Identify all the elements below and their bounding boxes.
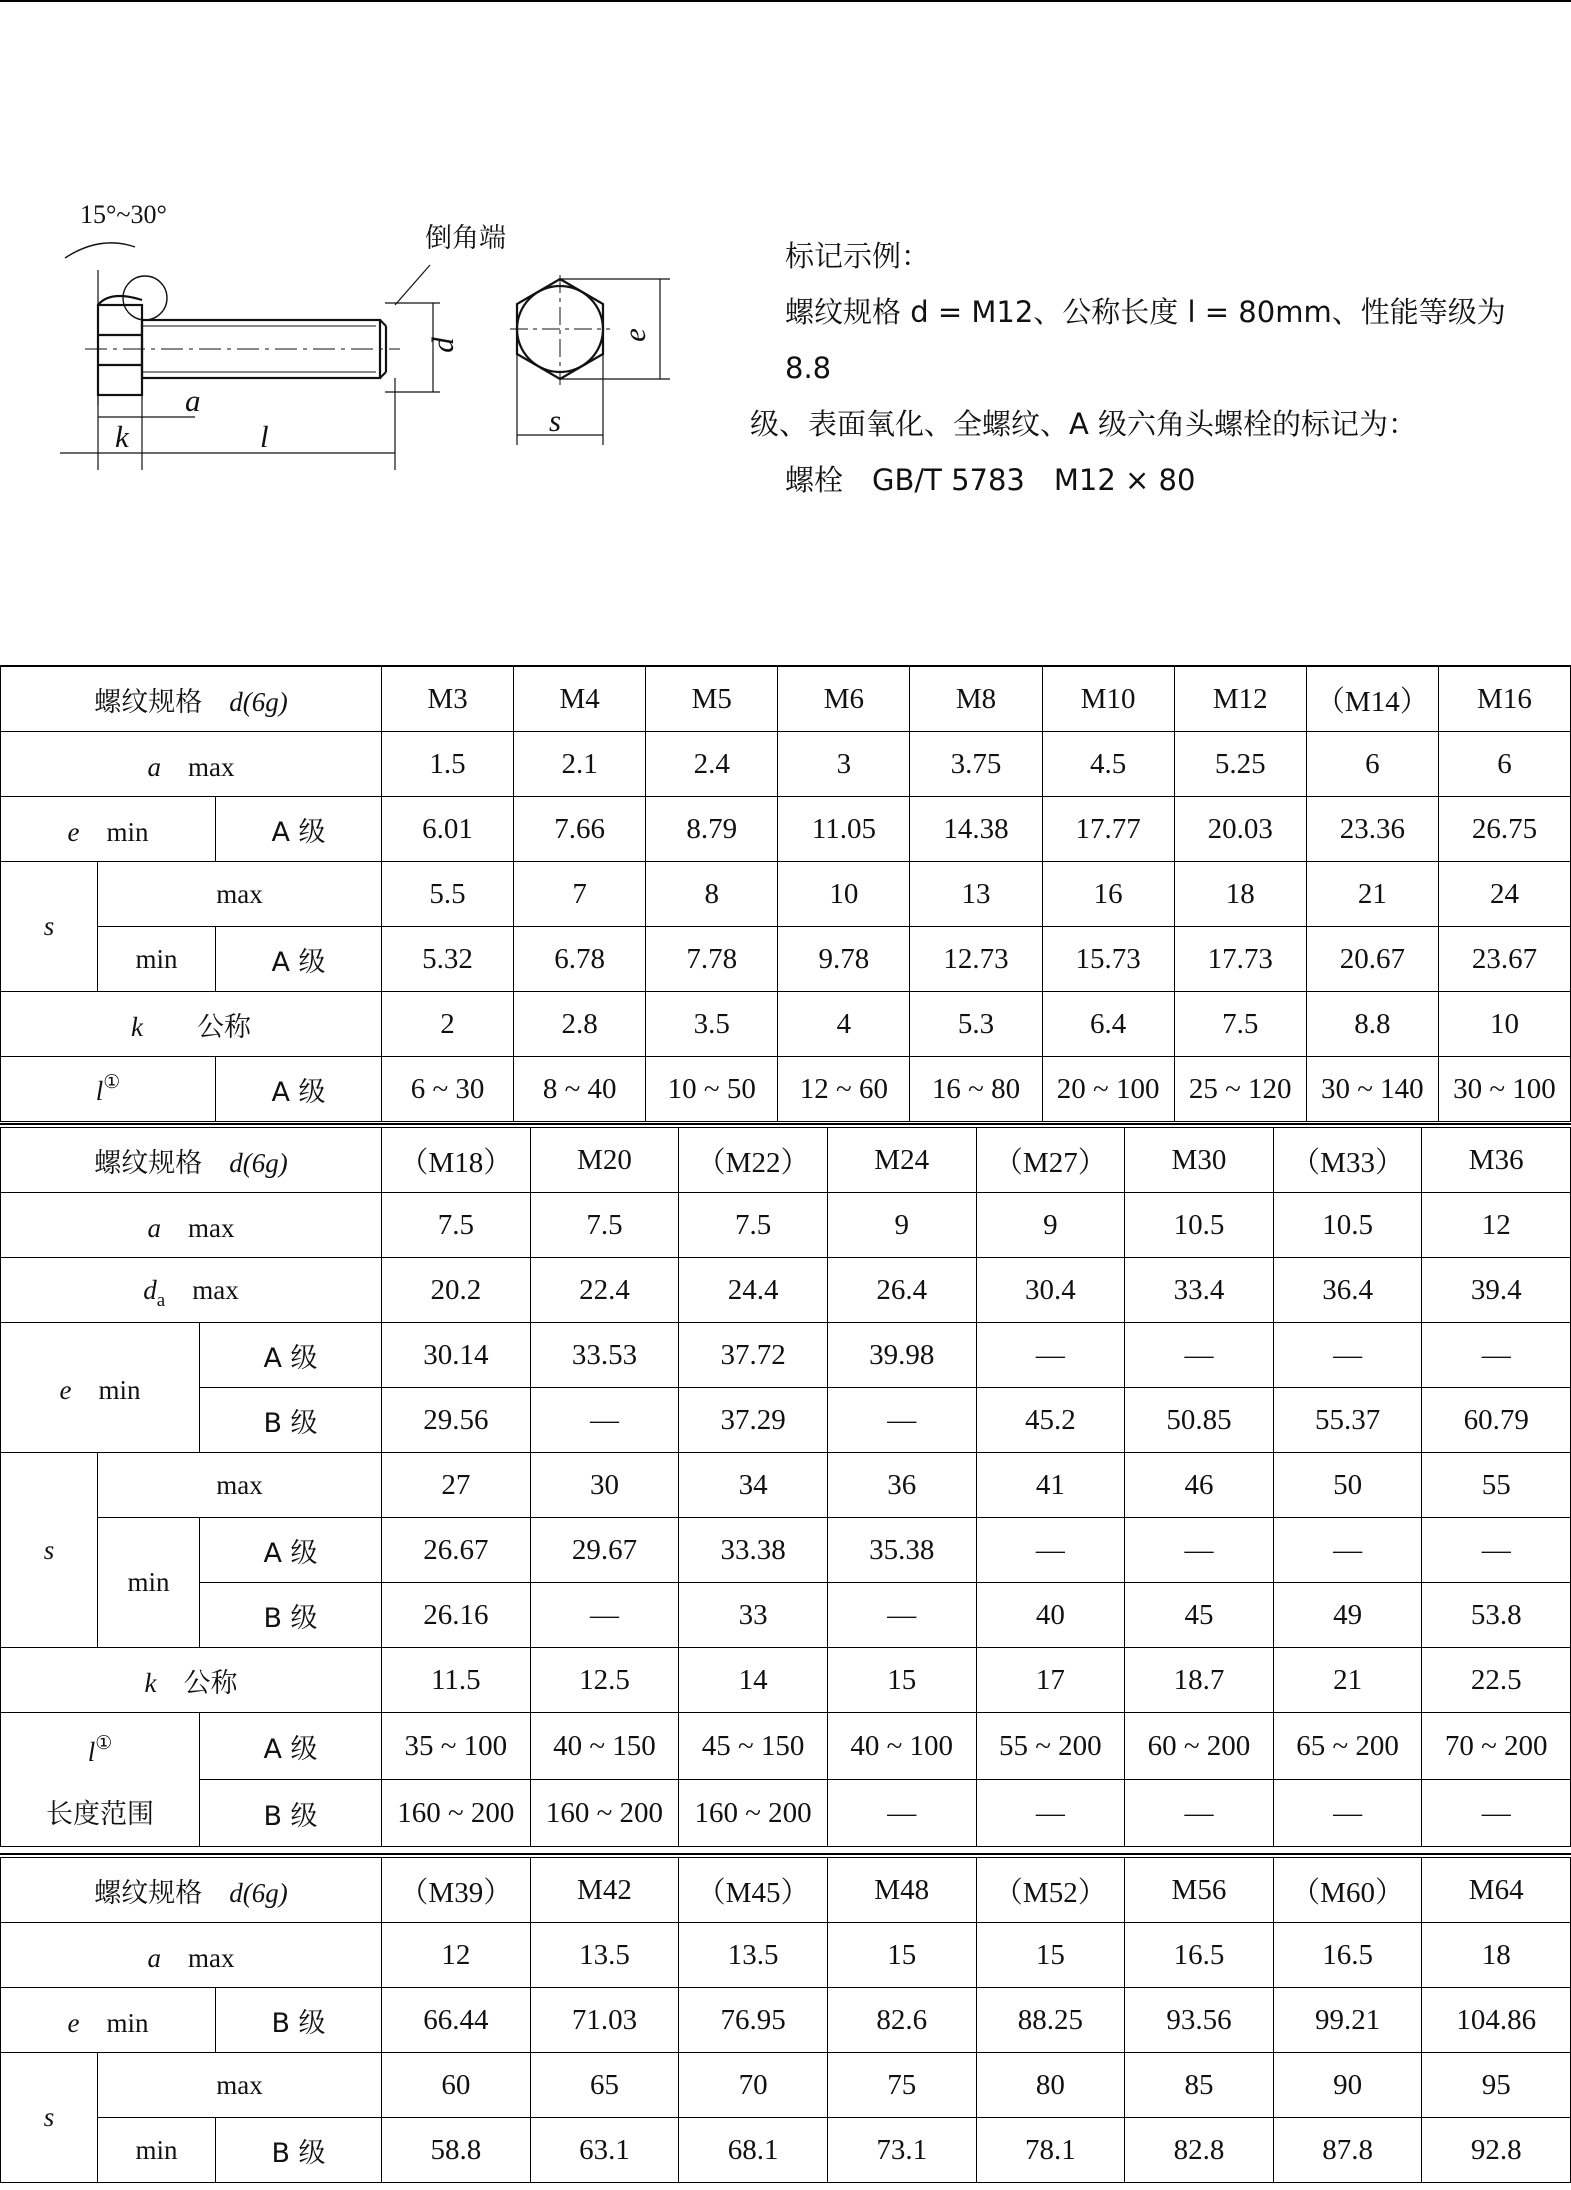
t2-a-max: 10.5 <box>1125 1193 1274 1258</box>
t3-a-max: 13.5 <box>679 1923 828 1988</box>
t2-l-a: 60 ~ 200 <box>1125 1713 1274 1780</box>
t2-size: （M33） <box>1273 1128 1422 1193</box>
t1-e-min: 26.75 <box>1438 797 1570 862</box>
t3-e-min: 104.86 <box>1422 1988 1571 2053</box>
t1-k: 5.3 <box>910 992 1042 1057</box>
t3-e-min: 88.25 <box>976 1988 1125 2053</box>
t1-s-max: 16 <box>1042 862 1174 927</box>
t2-e-min-b: 29.56 <box>382 1388 531 1453</box>
t3-e-min: 66.44 <box>382 1988 531 2053</box>
t2-size: M24 <box>827 1128 976 1193</box>
t2-l-b: — <box>976 1780 1125 1847</box>
t2-e-min-a: 30.14 <box>382 1323 531 1388</box>
t1-l: 16 ~ 80 <box>910 1057 1042 1122</box>
t2-s-min-b: 45 <box>1125 1583 1274 1648</box>
t1-k: 2 <box>382 992 514 1057</box>
t1-a-max: 2.4 <box>646 732 778 797</box>
t3-a-max: 15 <box>976 1923 1125 1988</box>
grade-a-label: A 级 <box>216 927 382 992</box>
t1-e-min: 8.79 <box>646 797 778 862</box>
t2-s-min-a: 29.67 <box>530 1518 679 1583</box>
t1-l: 6 ~ 30 <box>382 1057 514 1122</box>
table-row <box>1 1518 1571 1583</box>
a-max-label: a max <box>1 1923 382 1988</box>
t2-s-min-b: 33 <box>679 1583 828 1648</box>
t2-e-min-a: — <box>1422 1323 1571 1388</box>
marking-line-2: 级、表面氧化、全螺纹、A 级六角头螺栓的标记为： <box>750 407 1418 441</box>
t3-size: M64 <box>1422 1858 1571 1923</box>
t1-s-max: 24 <box>1438 862 1570 927</box>
t2-da-max: 33.4 <box>1125 1258 1274 1323</box>
t1-size: M16 <box>1438 666 1570 732</box>
table-row <box>1 2053 1571 2118</box>
t1-k: 7.5 <box>1174 992 1306 1057</box>
table-separator <box>0 1123 1571 1125</box>
t2-size: M36 <box>1422 1128 1571 1193</box>
spec-table-2 <box>0 1127 1571 1847</box>
grade-a-label: A 级 <box>200 1518 382 1583</box>
t3-s-max: 95 <box>1422 2053 1571 2118</box>
t2-s-min-b: 53.8 <box>1422 1583 1571 1648</box>
table-row <box>1 1128 1571 1193</box>
grade-b-label: B 级 <box>216 2118 382 2183</box>
t1-k: 2.8 <box>514 992 646 1057</box>
l-length-range-label: l① 长度范围 <box>1 1713 200 1847</box>
t1-l: 12 ~ 60 <box>778 1057 910 1122</box>
t3-e-min: 82.6 <box>827 1988 976 2053</box>
t2-e-min-b: 55.37 <box>1273 1388 1422 1453</box>
t3-a-max: 13.5 <box>530 1923 679 1988</box>
table-row <box>1 1858 1571 1923</box>
t1-s-max: 13 <box>910 862 1042 927</box>
table-row <box>1 797 1571 862</box>
table-row <box>1 1258 1571 1323</box>
t2-l-b: — <box>1422 1780 1571 1847</box>
t2-e-min-b: 60.79 <box>1422 1388 1571 1453</box>
t1-s-min: 15.73 <box>1042 927 1174 992</box>
k-nominal-label: k 公称 <box>1 992 382 1057</box>
t2-s-min-a: — <box>1273 1518 1422 1583</box>
t3-a-max: 16.5 <box>1125 1923 1274 1988</box>
t3-s-max: 65 <box>530 2053 679 2118</box>
t2-e-min-a: 33.53 <box>530 1323 679 1388</box>
marking-line-1: 螺纹规格 d = M12、公称长度 l = 80mm、性能等级为 8.8 <box>785 295 1506 385</box>
grade-a-label: A 级 <box>216 797 382 862</box>
e-min-label: e min <box>1 1323 200 1453</box>
a-max-label: a max <box>1 1193 382 1258</box>
table-row <box>1 1648 1571 1713</box>
t3-s-max: 85 <box>1125 2053 1274 2118</box>
da-max-label: $d_a$ max <box>1 1258 382 1323</box>
t1-s-max: 10 <box>778 862 910 927</box>
min-label: min <box>98 2118 216 2183</box>
t3-e-min: 71.03 <box>530 1988 679 2053</box>
t2-a-max: 9 <box>827 1193 976 1258</box>
t3-size: M56 <box>1125 1858 1274 1923</box>
t2-da-max: 26.4 <box>827 1258 976 1323</box>
table-row <box>1 1713 1571 1780</box>
table-row <box>1 2118 1571 2183</box>
t3-a-max: 18 <box>1422 1923 1571 1988</box>
t2-k: 21 <box>1273 1648 1422 1713</box>
t1-l: 8 ~ 40 <box>514 1057 646 1122</box>
grade-b-label: B 级 <box>200 1388 382 1453</box>
t1-e-min: 17.77 <box>1042 797 1174 862</box>
t2-l-b: — <box>1125 1780 1274 1847</box>
t2-da-max: 24.4 <box>679 1258 828 1323</box>
grade-a-label: A 级 <box>200 1323 382 1388</box>
t1-a-max: 3 <box>778 732 910 797</box>
t1-s-min: 7.78 <box>646 927 778 992</box>
t2-l-b: — <box>827 1780 976 1847</box>
t1-a-max: 3.75 <box>910 732 1042 797</box>
t3-size: （M45） <box>679 1858 828 1923</box>
t2-l-b: 160 ~ 200 <box>679 1780 828 1847</box>
grade-b-label: B 级 <box>200 1780 382 1847</box>
t1-size: M5 <box>646 666 778 732</box>
t3-s-min: 82.8 <box>1125 2118 1274 2183</box>
grade-b-label: B 级 <box>216 1988 382 2053</box>
t1-k: 8.8 <box>1306 992 1438 1057</box>
t3-a-max: 15 <box>827 1923 976 1988</box>
t1-e-min: 11.05 <box>778 797 910 862</box>
t2-s-min-a: 26.67 <box>382 1518 531 1583</box>
t3-e-min: 76.95 <box>679 1988 828 2053</box>
t1-a-max: 2.1 <box>514 732 646 797</box>
t1-s-min: 9.78 <box>778 927 910 992</box>
t1-s-min: 12.73 <box>910 927 1042 992</box>
t2-e-min-b: — <box>827 1388 976 1453</box>
dim-a-label: a <box>185 383 201 418</box>
table-row <box>1 1453 1571 1518</box>
t1-l: 30 ~ 100 <box>1438 1057 1570 1122</box>
t1-size: M8 <box>910 666 1042 732</box>
t2-size: （M18） <box>382 1128 531 1193</box>
t1-e-min: 14.38 <box>910 797 1042 862</box>
t2-l-b: — <box>1273 1780 1422 1847</box>
t1-s-max: 8 <box>646 862 778 927</box>
e-min-label: e min <box>1 797 216 862</box>
t1-e-min: 23.36 <box>1306 797 1438 862</box>
thread-spec-label: 螺纹规格 d(6g) <box>1 1858 382 1923</box>
table-row <box>1 992 1571 1057</box>
table-row <box>1 1323 1571 1388</box>
t2-e-min-b: 50.85 <box>1125 1388 1274 1453</box>
t1-size: M3 <box>382 666 514 732</box>
t2-k: 22.5 <box>1422 1648 1571 1713</box>
t2-l-a: 35 ~ 100 <box>382 1713 531 1780</box>
t2-s-min-a: 35.38 <box>827 1518 976 1583</box>
t1-s-min: 20.67 <box>1306 927 1438 992</box>
dim-s-label: s <box>548 403 562 438</box>
t3-s-max: 90 <box>1273 2053 1422 2118</box>
t1-a-max: 5.25 <box>1174 732 1306 797</box>
s-label: s <box>1 1453 98 1648</box>
t2-s-max: 55 <box>1422 1453 1571 1518</box>
t3-s-min: 92.8 <box>1422 2118 1571 2183</box>
t1-k: 6.4 <box>1042 992 1174 1057</box>
marking-line-3: 螺栓 GB/T 5783 M12 × 80 <box>785 463 1196 497</box>
dim-d-label: d <box>425 337 460 353</box>
t3-size: （M39） <box>382 1858 531 1923</box>
k-nominal-label: k 公称 <box>1 1648 382 1713</box>
t2-l-a: 70 ~ 200 <box>1422 1713 1571 1780</box>
table-row <box>1 1193 1571 1258</box>
t2-s-min-a: — <box>1125 1518 1274 1583</box>
t1-a-max: 6 <box>1306 732 1438 797</box>
table-row <box>1 862 1571 927</box>
t1-s-min: 17.73 <box>1174 927 1306 992</box>
t2-da-max: 22.4 <box>530 1258 679 1323</box>
a-max-label: a max <box>1 732 382 797</box>
t3-a-max: 16.5 <box>1273 1923 1422 1988</box>
max-label: max <box>98 2053 382 2118</box>
t1-s-min: 23.67 <box>1438 927 1570 992</box>
l-label: l① <box>1 1057 216 1122</box>
max-label: max <box>98 1453 382 1518</box>
t2-s-min-b: 49 <box>1273 1583 1422 1648</box>
dim-e-label: e <box>617 328 652 342</box>
t2-k: 15 <box>827 1648 976 1713</box>
t1-l: 25 ~ 120 <box>1174 1057 1306 1122</box>
marking-heading: 标记示例： <box>785 239 931 273</box>
table-row <box>1 927 1571 992</box>
t1-size: M4 <box>514 666 646 732</box>
t2-e-min-b: — <box>530 1388 679 1453</box>
t2-s-max: 34 <box>679 1453 828 1518</box>
t1-k: 3.5 <box>646 992 778 1057</box>
table-separator <box>0 1853 1571 1855</box>
table-row <box>1 1583 1571 1648</box>
t3-size: （M60） <box>1273 1858 1422 1923</box>
t1-a-max: 6 <box>1438 732 1570 797</box>
t2-e-min-a: — <box>976 1323 1125 1388</box>
t2-l-a: 40 ~ 100 <box>827 1713 976 1780</box>
table-row <box>1 732 1571 797</box>
t1-e-min: 6.01 <box>382 797 514 862</box>
t2-l-a: 65 ~ 200 <box>1273 1713 1422 1780</box>
thread-spec-label: 螺纹规格 d(6g) <box>1 666 382 732</box>
min-label: min <box>98 1518 200 1648</box>
t1-e-min: 7.66 <box>514 797 646 862</box>
min-label: min <box>98 927 216 992</box>
t2-s-min-a: — <box>976 1518 1125 1583</box>
t3-s-min: 58.8 <box>382 2118 531 2183</box>
t3-s-max: 60 <box>382 2053 531 2118</box>
t3-s-max: 75 <box>827 2053 976 2118</box>
chamfer-label: 倒角端 <box>425 223 506 254</box>
t1-k: 10 <box>1438 992 1570 1057</box>
t2-e-min-a: — <box>1273 1323 1422 1388</box>
table-row <box>1 1988 1571 2053</box>
t1-k: 4 <box>778 992 910 1057</box>
t3-size: M48 <box>827 1858 976 1923</box>
max-label: max <box>98 862 382 927</box>
t2-a-max: 9 <box>976 1193 1125 1258</box>
t2-s-min-b: — <box>530 1583 679 1648</box>
t2-k: 12.5 <box>530 1648 679 1713</box>
top-rule <box>0 0 1571 2</box>
t1-l: 30 ~ 140 <box>1306 1057 1438 1122</box>
t2-e-min-b: 45.2 <box>976 1388 1125 1453</box>
grade-b-label: B 级 <box>200 1583 382 1648</box>
t2-a-max: 7.5 <box>679 1193 828 1258</box>
t2-s-max: 27 <box>382 1453 531 1518</box>
t1-s-max: 21 <box>1306 862 1438 927</box>
t2-e-min-b: 37.29 <box>679 1388 828 1453</box>
t1-a-max: 4.5 <box>1042 732 1174 797</box>
t2-l-b: 160 ~ 200 <box>530 1780 679 1847</box>
t2-k: 11.5 <box>382 1648 531 1713</box>
t2-s-min-b: — <box>827 1583 976 1648</box>
thread-spec-label: 螺纹规格 d(6g) <box>1 1128 382 1193</box>
table-row <box>1 666 1571 732</box>
t3-e-min: 93.56 <box>1125 1988 1274 2053</box>
t2-k: 14 <box>679 1648 828 1713</box>
t1-l: 20 ~ 100 <box>1042 1057 1174 1122</box>
t2-size: M20 <box>530 1128 679 1193</box>
t2-s-max: 41 <box>976 1453 1125 1518</box>
t2-e-min-a: 39.98 <box>827 1323 976 1388</box>
t3-s-min: 87.8 <box>1273 2118 1422 2183</box>
t1-s-max: 7 <box>514 862 646 927</box>
t2-e-min-a: 37.72 <box>679 1323 828 1388</box>
t2-e-min-a: — <box>1125 1323 1274 1388</box>
t2-a-max: 7.5 <box>530 1193 679 1258</box>
e-min-label: e min <box>1 1988 216 2053</box>
grade-a-label: A 级 <box>200 1713 382 1780</box>
dim-k-label: k <box>115 419 129 454</box>
t2-l-a: 45 ~ 150 <box>679 1713 828 1780</box>
t1-s-max: 5.5 <box>382 862 514 927</box>
t3-s-max: 70 <box>679 2053 828 2118</box>
t2-da-max: 30.4 <box>976 1258 1125 1323</box>
t1-size: （M14） <box>1306 666 1438 732</box>
t1-size: M10 <box>1042 666 1174 732</box>
table-row <box>1 1780 1571 1847</box>
t1-s-min: 5.32 <box>382 927 514 992</box>
t2-da-max: 36.4 <box>1273 1258 1422 1323</box>
t3-e-min: 99.21 <box>1273 1988 1422 2053</box>
grade-a-label: A 级 <box>216 1057 382 1122</box>
t1-s-max: 18 <box>1174 862 1306 927</box>
t2-size: （M22） <box>679 1128 828 1193</box>
t3-a-max: 12 <box>382 1923 531 1988</box>
s-label: s <box>1 2053 98 2183</box>
t2-da-max: 20.2 <box>382 1258 531 1323</box>
dim-l-label: l <box>260 419 269 454</box>
t2-a-max: 10.5 <box>1273 1193 1422 1258</box>
t2-size: （M27） <box>976 1128 1125 1193</box>
t3-size: （M52） <box>976 1858 1125 1923</box>
spec-table-3 <box>0 1857 1571 2183</box>
t3-s-min: 73.1 <box>827 2118 976 2183</box>
s-label: s <box>1 862 98 992</box>
t3-s-min: 78.1 <box>976 2118 1125 2183</box>
t2-s-max: 46 <box>1125 1453 1274 1518</box>
t2-l-a: 55 ~ 200 <box>976 1713 1125 1780</box>
t1-size: M12 <box>1174 666 1306 732</box>
t1-l: 10 ~ 50 <box>646 1057 778 1122</box>
marking-example <box>750 228 1560 508</box>
t2-a-max: 12 <box>1422 1193 1571 1258</box>
t2-k: 17 <box>976 1648 1125 1713</box>
t3-s-min: 63.1 <box>530 2118 679 2183</box>
t2-s-max: 50 <box>1273 1453 1422 1518</box>
t1-e-min: 20.03 <box>1174 797 1306 862</box>
t2-s-min-b: 26.16 <box>382 1583 531 1648</box>
t3-s-max: 80 <box>976 2053 1125 2118</box>
t1-a-max: 1.5 <box>382 732 514 797</box>
t2-l-b: 160 ~ 200 <box>382 1780 531 1847</box>
t2-s-min-a: 33.38 <box>679 1518 828 1583</box>
t2-s-min-a: — <box>1422 1518 1571 1583</box>
bolt-drawing <box>55 195 695 495</box>
t2-s-max: 36 <box>827 1453 976 1518</box>
t2-da-max: 39.4 <box>1422 1258 1571 1323</box>
table-row <box>1 1388 1571 1453</box>
t1-s-min: 6.78 <box>514 927 646 992</box>
table-row <box>1 1923 1571 1988</box>
t2-l-a: 40 ~ 150 <box>530 1713 679 1780</box>
angle-label: 15°~30° <box>80 200 167 229</box>
t2-k: 18.7 <box>1125 1648 1274 1713</box>
table-row <box>1 1057 1571 1122</box>
t2-s-min-b: 40 <box>976 1583 1125 1648</box>
t2-size: M30 <box>1125 1128 1274 1193</box>
t2-s-max: 30 <box>530 1453 679 1518</box>
t3-s-min: 68.1 <box>679 2118 828 2183</box>
t2-a-max: 7.5 <box>382 1193 531 1258</box>
spec-table-1 <box>0 665 1571 1122</box>
t3-size: M42 <box>530 1858 679 1923</box>
t1-size: M6 <box>778 666 910 732</box>
